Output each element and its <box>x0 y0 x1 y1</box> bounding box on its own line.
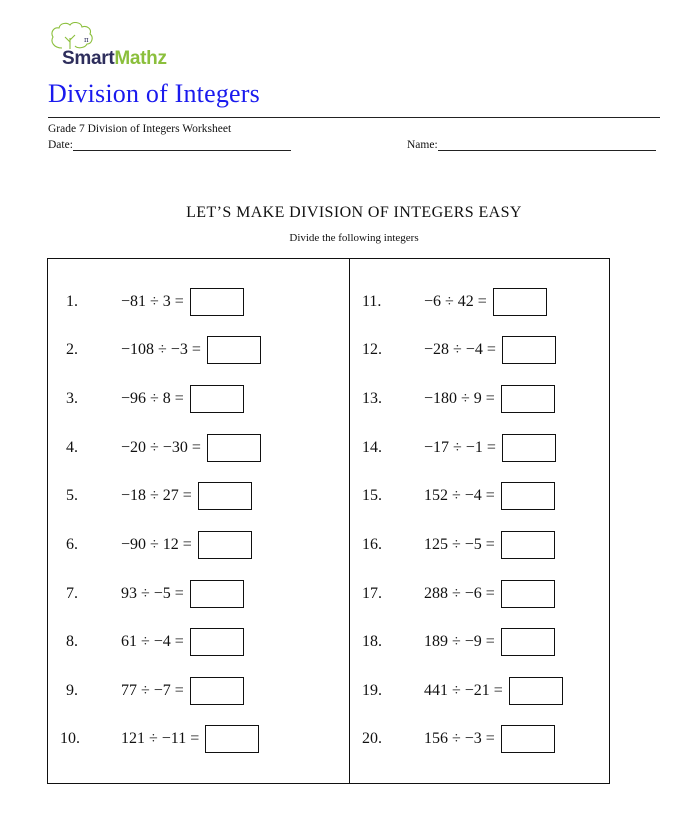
answer-box[interactable] <box>190 580 244 608</box>
answer-box[interactable] <box>190 288 244 316</box>
answer-box[interactable] <box>501 725 555 753</box>
answer-box[interactable] <box>501 628 555 656</box>
problem-number: 1. <box>66 293 78 310</box>
title-divider <box>48 117 660 118</box>
problem-expression: 61 ÷ −4 = <box>121 633 184 650</box>
answer-box[interactable] <box>190 677 244 705</box>
date-field[interactable] <box>48 138 291 151</box>
problem-expression: 189 ÷ −9 = <box>424 633 495 650</box>
problem-expression: −81 ÷ 3 = <box>121 293 184 310</box>
name-label: Name: <box>407 139 438 151</box>
problem-number: 9. <box>66 682 78 699</box>
answer-box[interactable] <box>501 385 555 413</box>
problem-number: 2. <box>66 341 78 358</box>
worksheet-instructions: Divide the following integers <box>289 232 419 244</box>
problem-number: 15. <box>362 487 382 504</box>
problem-expression: −28 ÷ −4 = <box>424 341 496 358</box>
answer-box[interactable] <box>190 385 244 413</box>
logo-text-mathz: Mathz <box>114 48 167 69</box>
answer-box[interactable] <box>198 482 252 510</box>
svg-text:π: π <box>84 36 89 44</box>
problem-expression: 441 ÷ −21 = <box>424 682 503 699</box>
column-divider <box>349 258 350 784</box>
answer-box[interactable] <box>501 482 555 510</box>
problem-expression: −20 ÷ −30 = <box>121 439 201 456</box>
answer-box[interactable] <box>207 336 261 364</box>
logo-wordmark <box>62 48 167 70</box>
answer-box[interactable] <box>502 336 556 364</box>
problem-expression: −6 ÷ 42 = <box>424 293 487 310</box>
name-field[interactable] <box>407 138 656 151</box>
problem-number: 19. <box>362 682 382 699</box>
problem-number: 14. <box>362 439 382 456</box>
answer-box[interactable] <box>501 531 555 559</box>
problem-expression: −180 ÷ 9 = <box>424 390 495 407</box>
answer-box[interactable] <box>501 580 555 608</box>
smartmathz-logo <box>48 22 208 70</box>
answer-box[interactable] <box>502 434 556 462</box>
problem-number: 8. <box>66 633 78 650</box>
problem-expression: 125 ÷ −5 = <box>424 536 495 553</box>
worksheet-subtitle: Grade 7 Division of Integers Worksheet <box>48 123 232 135</box>
page-title: Division of Integers <box>48 79 260 108</box>
answer-box[interactable] <box>509 677 563 705</box>
problem-expression: −18 ÷ 27 = <box>121 487 192 504</box>
date-input-line[interactable] <box>73 138 291 151</box>
problem-number: 5. <box>66 487 78 504</box>
problem-number: 3. <box>66 390 78 407</box>
problem-expression: 152 ÷ −4 = <box>424 487 495 504</box>
problem-expression: −96 ÷ 8 = <box>121 390 184 407</box>
answer-box[interactable] <box>207 434 261 462</box>
worksheet-heading: LET’S MAKE DIVISION OF INTEGERS EASY <box>186 204 522 221</box>
problem-expression: −17 ÷ −1 = <box>424 439 496 456</box>
problem-number: 6. <box>66 536 78 553</box>
answer-box[interactable] <box>493 288 547 316</box>
problem-expression: 156 ÷ −3 = <box>424 730 495 747</box>
problem-expression: −108 ÷ −3 = <box>121 341 201 358</box>
answer-box[interactable] <box>205 725 259 753</box>
problem-expression: 121 ÷ −11 = <box>121 730 200 747</box>
problem-number: 7. <box>66 585 78 602</box>
problem-expression: 77 ÷ −7 = <box>121 682 184 699</box>
problem-number: 13. <box>362 390 382 407</box>
problem-number: 17. <box>362 585 382 602</box>
problem-number: 10. <box>60 730 80 747</box>
answer-box[interactable] <box>190 628 244 656</box>
problem-expression: 288 ÷ −6 = <box>424 585 495 602</box>
problem-number: 16. <box>362 536 382 553</box>
problem-number: 18. <box>362 633 382 650</box>
answer-box[interactable] <box>198 531 252 559</box>
date-label: Date: <box>48 139 73 151</box>
problem-number: 20. <box>362 730 382 747</box>
problem-number: 4. <box>66 439 78 456</box>
logo-text-smart: Smart <box>62 48 115 69</box>
problem-expression: 93 ÷ −5 = <box>121 585 184 602</box>
name-input-line[interactable] <box>438 138 656 151</box>
problem-number: 12. <box>362 341 382 358</box>
problem-number: 11. <box>362 293 382 310</box>
problem-expression: −90 ÷ 12 = <box>121 536 192 553</box>
